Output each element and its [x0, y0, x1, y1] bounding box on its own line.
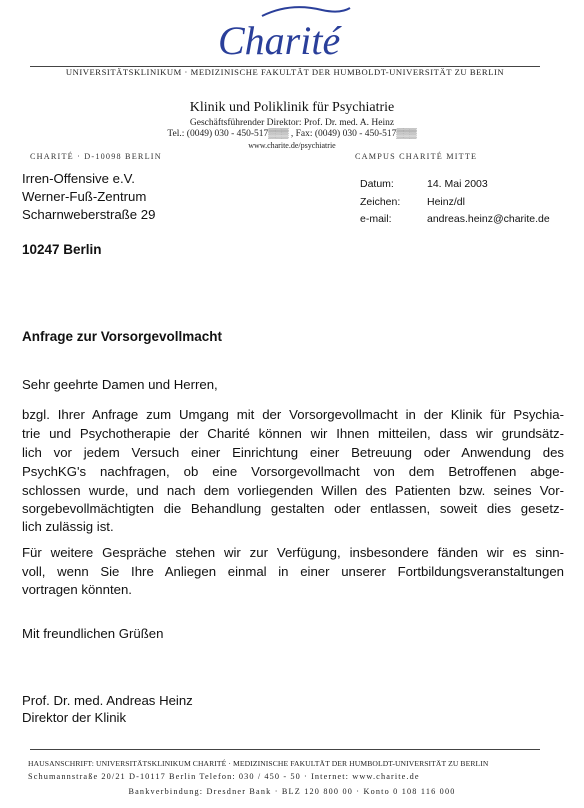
paragraph1-line: schlossen wurde, und nach dem vorliegenden Willen des Patienten bzw. seines Vor- — [22, 483, 564, 498]
email-label: e-mail: — [360, 213, 392, 225]
paragraph1-line: lich zulässig ist. — [22, 519, 114, 534]
paragraph1-line: sorgebevollmächtigten die Behandlung gestalten oder entlassen, soweit dies gesetz- — [22, 501, 564, 516]
footer-contact-line: Schumannstraße 20/21 D-10117 Berlin Telefon: 030 / 450 - 50 · Internet: www.charite.de — [28, 772, 420, 781]
website-link[interactable]: www.charite.de/psychiatrie — [248, 141, 336, 150]
paragraph2-line: voll, wenn Sie Ihre Anliegen einmal in einer unserer Fortbildungsveranstaltungen — [22, 564, 564, 579]
paragraph1-line: lich vor jedem Versuch einer Einrichtung einer Betreuung oder Anwendung des — [22, 445, 564, 460]
footer-address-line: HAUSANSCHRIFT: UNIVERSITÄTSKLINIKUM CHARITÉ · MEDIZINISCHE FAKULTÄT DER HUMBOLDT-UNIVERSITÄT ZU BERLIN — [28, 759, 489, 768]
recipient-line-1: Irren-Offensive e.V. — [22, 171, 135, 186]
paragraph1-line: PsychKG's nachfragen, ob eine Vorsorgevollmacht von dem Betroffenen abge- — [22, 464, 564, 479]
subject-line: Anfrage zur Vorsorgevollmacht — [22, 329, 223, 344]
director-line: Geschäftsführender Direktor: Prof. Dr. med. A. Heinz — [189, 118, 395, 128]
recipient-line-3: Scharnweberstraße 29 — [22, 207, 156, 222]
reference-value: Heinz/dl — [427, 196, 465, 208]
clinic-title: Klinik und Poliklinik für Psychiatrie — [189, 100, 395, 115]
closing: Mit freundlichen Grüßen — [22, 626, 164, 641]
paragraph2-line: Für weitere Gespräche stehen wir zur Verfügung, insbesondere fänden wir es sinn- — [22, 545, 564, 560]
date-label: Datum: — [360, 178, 394, 190]
paragraph2-line: vortragen könnten. — [22, 582, 132, 597]
salutation: Sehr geehrte Damen und Herren, — [22, 377, 218, 392]
phone-line: Tel.: (0049) 030 - 450-517▒▒▒ , Fax: (0049) 030 - 450-517▒▒▒ — [167, 129, 417, 139]
paragraph1-line: trie und Psychotherapie der Charité können wir Ihnen mitteilen, dass wir grundsätz- — [22, 426, 564, 441]
footer-rule — [30, 749, 540, 750]
university-line: UNIVERSITÄTSKLINIKUM · MEDIZINISCHE FAKULTÄT DER HUMBOLDT-UNIVERSITÄT ZU BERLIN — [65, 67, 505, 77]
paragraph1-line: bzgl. Ihrer Anfrage zum Umgang mit der Vorsorgevollmacht in der Klinik für Psychia- — [22, 407, 564, 422]
recipient-city: 10247 Berlin — [22, 242, 102, 257]
email-value[interactable]: andreas.heinz@charite.de — [427, 213, 550, 225]
signature-name: Prof. Dr. med. Andreas Heinz — [22, 693, 193, 708]
date-value: 14. Mai 2003 — [427, 178, 488, 190]
recipient-line-2: Werner-Fuß-Zentrum — [22, 189, 147, 204]
campus-line: CAMPUS CHARITÉ MITTE — [355, 152, 478, 161]
logo-text: Charité — [218, 18, 341, 63]
footer-bank-line: Bankverbindung: Dresdner Bank · BLZ 120 800 00 · Konto 0 108 116 000 — [128, 787, 456, 796]
signature-title: Direktor der Klinik — [22, 710, 127, 725]
reference-label: Zeichen: — [360, 196, 401, 208]
charite-logo — [210, 4, 360, 66]
sender-line: CHARITÉ · D-10098 BERLIN — [30, 152, 162, 161]
